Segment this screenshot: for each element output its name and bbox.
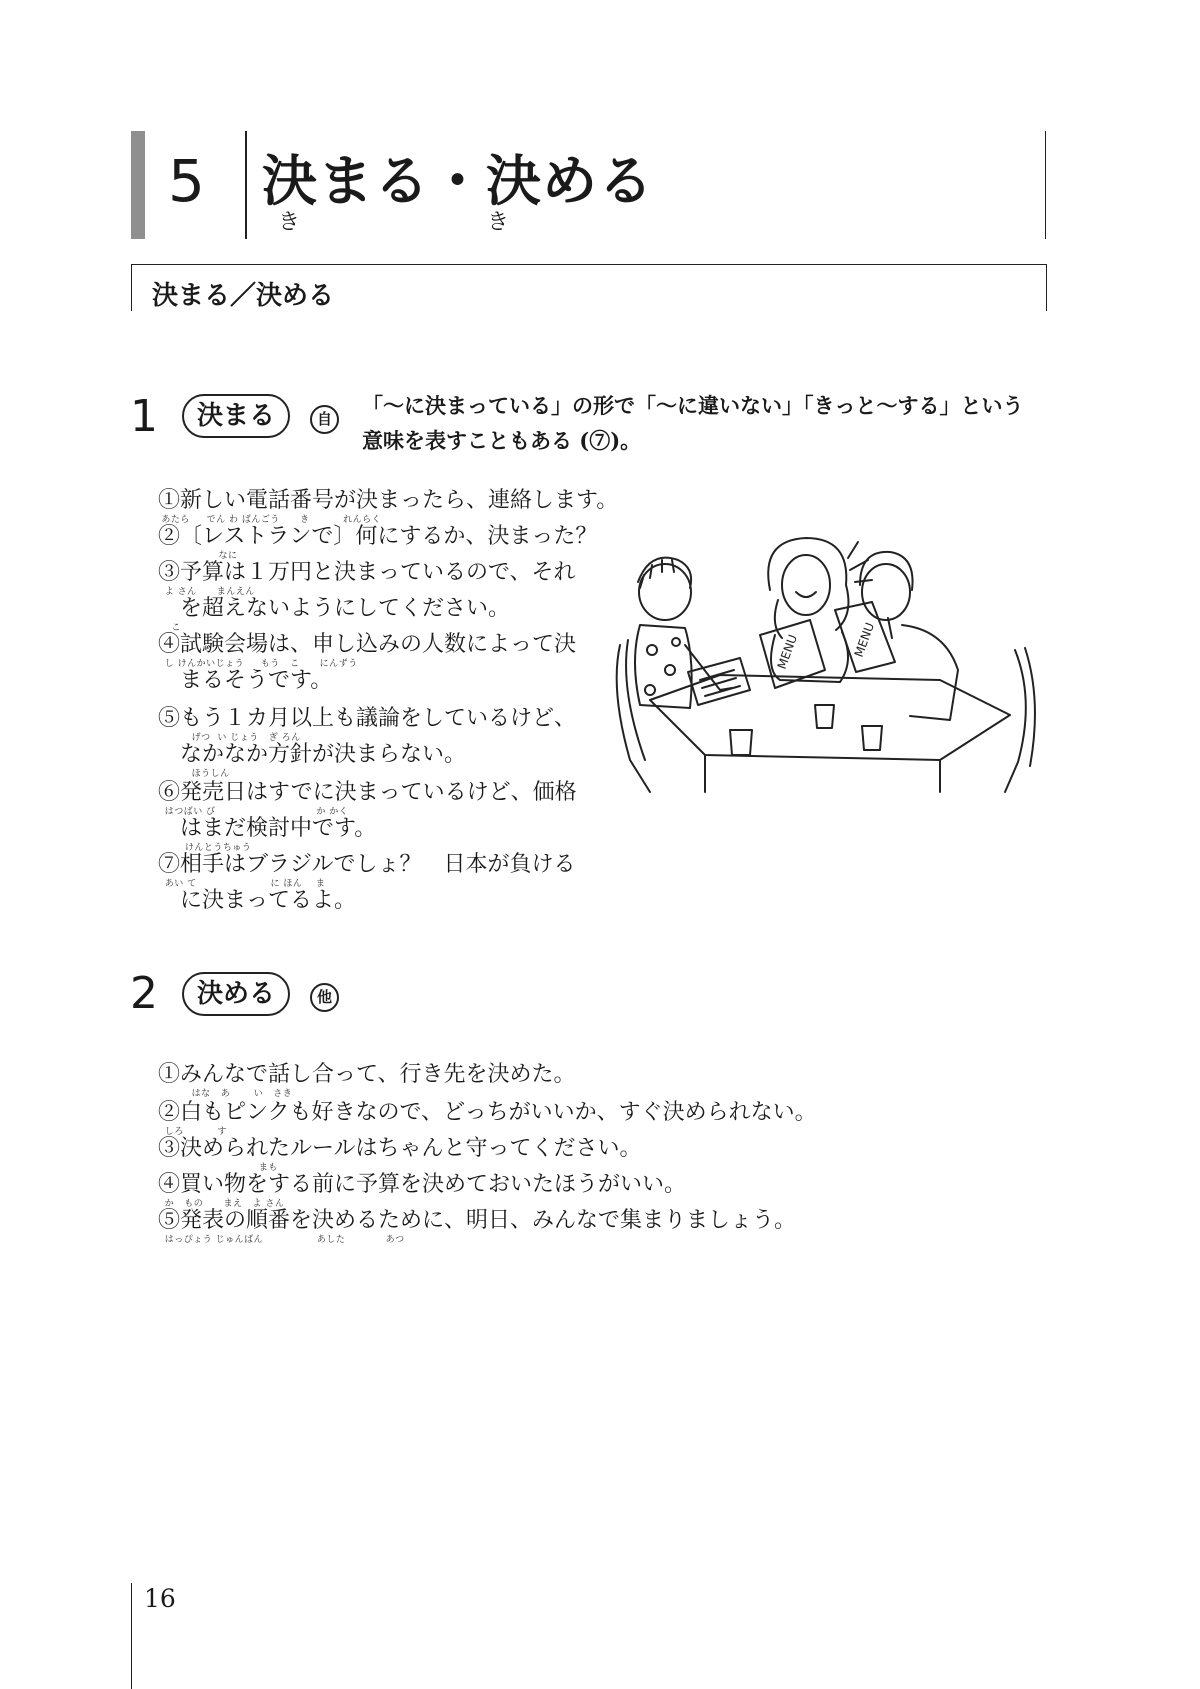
example-sentence: ②〔レストランで〕何にするか、決まった？ — [158, 524, 598, 549]
example-sentence: ①みんなで話し合って、行き先を決めた。 — [158, 1062, 576, 1087]
example-sentence: はまだ検討中です。 — [158, 816, 377, 841]
example-sentence: ①新しい電話番号が決まったら、連絡します。 — [158, 488, 619, 513]
transitive-badge: 他 — [310, 983, 339, 1012]
person-woman-head — [782, 555, 830, 615]
subsection-title: 決まる／決める — [152, 281, 335, 311]
chapter-divider — [245, 131, 247, 239]
person-child-head — [639, 564, 691, 620]
chapter-title-ruby: き — [278, 210, 301, 235]
section-note-line: 「～に決まっている」の形で「～に違いない」「きっと～する」という — [362, 393, 1024, 418]
menu-label: MENU — [774, 632, 801, 672]
section-number: 1 — [130, 391, 158, 442]
intransitive-badge: 自 — [310, 405, 339, 434]
menu-card — [688, 658, 750, 705]
example-furigana: しろ す — [158, 1127, 227, 1137]
section-word-pill: 決める — [182, 972, 290, 1016]
chapter-title: 決まる・決める — [262, 149, 655, 213]
example-sentence: ③決められたルールはちゃんと守ってください。 — [158, 1136, 642, 1161]
section-number: 2 — [130, 968, 158, 1019]
glass — [730, 730, 752, 755]
example-furigana: し けんかいじょう もう こ にんずう — [158, 659, 358, 669]
example-furigana: げつ い じょう ぎ ろん — [158, 733, 301, 743]
chapter-accent-bar — [131, 131, 145, 239]
example-sentence: ④試験会場は、申し込みの人数によって決 — [158, 632, 577, 657]
example-furigana: はっぴょう じゅんばん あした あつ — [158, 1235, 405, 1245]
glass — [862, 726, 882, 750]
page-number: 16 — [144, 1584, 176, 1613]
section-note-line: 意味を表すこともある (⑦)。 — [362, 428, 642, 453]
example-furigana: か もの まえ よ さん — [158, 1199, 285, 1209]
example-sentence: ⑥発売日はすでに決まっているけど、価格 — [158, 780, 577, 805]
example-sentence: ⑤もう１カ月以上も議論をしているけど、 — [158, 706, 577, 731]
example-furigana: まも — [158, 1163, 278, 1173]
chapter-title-ruby: き — [487, 210, 510, 235]
example-furigana: あい て に ほん ま — [158, 879, 326, 889]
chapter-number: 5 — [168, 147, 205, 215]
menu-label: MENU — [851, 620, 878, 660]
section-word-pill: 決まる — [182, 394, 290, 438]
glass — [815, 705, 834, 728]
person-man-head — [862, 564, 910, 620]
example-sentence: に決まってるよ。 — [158, 888, 357, 913]
page-number-rule — [131, 1583, 132, 1689]
example-furigana: はつばい び か かく — [158, 807, 349, 817]
example-furigana: けんとうちゅう — [158, 843, 252, 853]
example-sentence: まるそうです。 — [158, 668, 333, 693]
example-furigana: はな あ い さき — [158, 1089, 293, 1099]
example-sentence: ②白もピンクも好きなので、どっちがいいか、すぐ決められない。 — [158, 1100, 817, 1125]
example-furigana: こ — [158, 623, 181, 633]
example-sentence: ⑤発表の順番を決めるために、明日、みんなで集まりましょう。 — [158, 1208, 797, 1233]
example-sentence: ③予算は１万円と決まっているので、それ — [158, 560, 576, 585]
example-furigana: なに — [158, 551, 238, 561]
restaurant-menu-illustration — [610, 530, 1050, 800]
example-furigana: あたら でん わ ばんごう き れんらく — [158, 515, 382, 525]
example-sentence: を超えないようにしてください。 — [158, 596, 511, 621]
example-sentence: なかなか方針が決まらない。 — [158, 742, 467, 767]
example-sentence: ⑦相手はブラジルでしょ？ 日本が負ける — [158, 852, 576, 877]
example-sentence: ④買い物をする前に予算を決めておいたほうがいい。 — [158, 1172, 687, 1197]
example-furigana: ほうしん — [158, 769, 230, 779]
chapter-header-right-rule — [1045, 131, 1046, 239]
person-man-body — [902, 625, 958, 720]
example-furigana: よ さん まんえん — [158, 587, 255, 597]
